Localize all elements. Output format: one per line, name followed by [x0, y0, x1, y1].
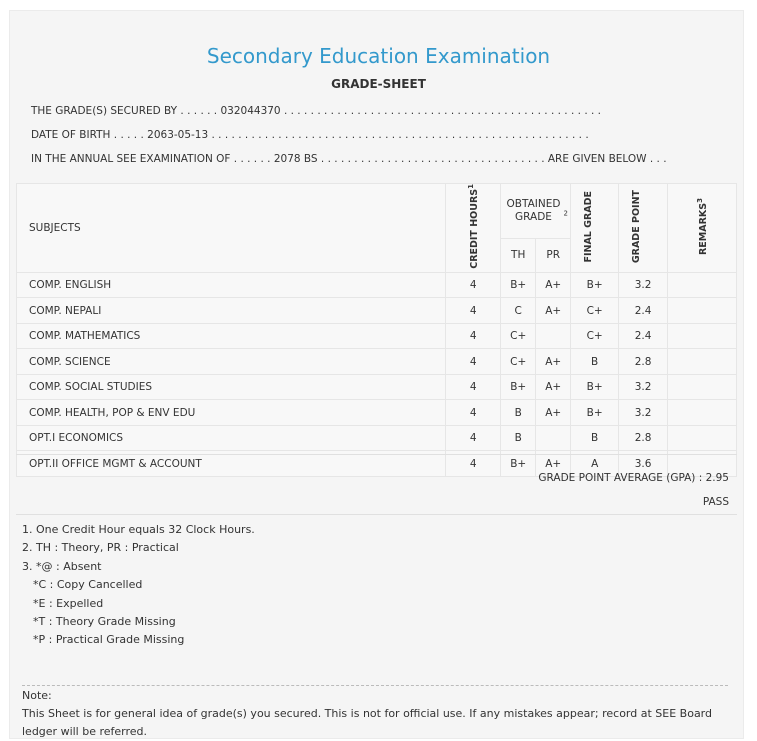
gp-cell: 3.2: [619, 400, 668, 426]
credit-cell: 4: [446, 298, 501, 324]
subject-cell: COMP. HEALTH, POP & ENV EDU: [17, 400, 446, 426]
table-bottom-divider: [16, 454, 737, 455]
subject-cell: COMP. SOCIAL STUDIES: [17, 374, 446, 400]
final-cell: B: [571, 425, 619, 451]
symbol-number-line: THE GRADE(S) SECURED BY . . . . . . 032044370 . . . . . . . . . . . . . . . . . . . . . . . . . . . . . . . . . . . . . . . . . . . . . . . .: [31, 105, 602, 117]
grade-table: [16, 183, 737, 477]
footnote-3-p: *P : Practical Grade Missing: [33, 633, 185, 647]
final-cell: B: [571, 349, 619, 375]
note-label: Note:: [22, 689, 52, 702]
summary-divider: [16, 514, 737, 515]
final-cell: B+: [571, 400, 619, 426]
final-grade-header: FINAL GRADE: [571, 184, 619, 273]
subject-cell: COMP. ENGLISH: [17, 272, 446, 298]
remarks-cell: [668, 374, 737, 400]
subject-cell: COMP. SCIENCE: [17, 349, 446, 375]
footnote-2: 2. TH : Theory, PR : Practical: [22, 541, 179, 555]
page-subtitle: GRADE-SHEET: [331, 77, 426, 91]
table-row: [17, 272, 737, 298]
th-cell: C+: [501, 349, 536, 375]
remarks-header: REMARKS$^3$: [668, 184, 737, 273]
pr-cell: [536, 425, 571, 451]
note-text: This Sheet is for general idea of grade(s) you secured. This is not for official use. If any mistakes appear; record at SEE Board ledger will be referred.: [22, 707, 712, 738]
pr-cell: A+: [536, 298, 571, 324]
gpa-text: GRADE POINT AVERAGE (GPA) : 2.95: [538, 472, 729, 484]
obtained-grade-header: OBTAINED GRADE $^2$: [501, 184, 571, 239]
footnote-1: 1. One Credit Hour equals 32 Clock Hours.: [22, 523, 255, 536]
remarks-cell: [668, 349, 737, 375]
credit-cell: 4: [446, 451, 501, 477]
footnotes: [22, 521, 255, 650]
credit-cell: 4: [446, 374, 501, 400]
th-cell: B+: [501, 451, 536, 477]
final-cell: B+: [571, 374, 619, 400]
page-title: Secondary Education Examination: [206, 44, 551, 68]
credit-cell: 4: [446, 323, 501, 349]
note-section: [22, 687, 728, 741]
gp-cell: 3.6: [619, 451, 668, 477]
credit-cell: 4: [446, 349, 501, 375]
gp-cell: 2.4: [619, 298, 668, 324]
th-header: TH: [501, 238, 536, 272]
subjects-header: SUBJECTS: [17, 184, 446, 273]
pr-header: PR: [536, 238, 571, 272]
subject-cell: COMP. MATHEMATICS: [17, 323, 446, 349]
gp-cell: 3.2: [619, 374, 668, 400]
pr-cell: A+: [536, 349, 571, 375]
th-cell: B: [501, 400, 536, 426]
subject-cell: OPT.I ECONOMICS: [17, 425, 446, 451]
th-cell: C+: [501, 323, 536, 349]
credit-cell: 4: [446, 400, 501, 426]
pr-cell: A+: [536, 374, 571, 400]
th-cell: C: [501, 298, 536, 324]
final-cell: C+: [571, 298, 619, 324]
th-cell: B: [501, 425, 536, 451]
remarks-cell: [668, 298, 737, 324]
pr-cell: A+: [536, 400, 571, 426]
subject-cell: COMP. NEPALI: [17, 298, 446, 324]
footnote-3-c: *C : Copy Cancelled: [33, 578, 143, 592]
remarks-cell: [668, 323, 737, 349]
grade-point-header: GRADE POINT: [619, 184, 668, 273]
table-row: [17, 400, 737, 426]
table-row: [17, 349, 737, 375]
remarks-cell: [668, 400, 737, 426]
gp-cell: 2.4: [619, 323, 668, 349]
dob-line: DATE OF BIRTH . . . . . 2063-05-13 . . . . . . . . . . . . . . . . . . . . . . . . . . . . . . . . . . . . . . . . . . . . . . . . . . . . . . . . .: [31, 129, 589, 141]
note-divider: [22, 685, 728, 686]
credit-hours-header: CREDIT HOURS$^1$: [446, 184, 501, 273]
th-cell: B+: [501, 272, 536, 298]
footnote-3-t: *T : Theory Grade Missing: [33, 615, 176, 629]
gp-cell: 2.8: [619, 349, 668, 375]
result-text: PASS: [702, 496, 729, 508]
pr-cell: [536, 323, 571, 349]
credit-cell: 4: [446, 425, 501, 451]
remarks-cell: [668, 425, 737, 451]
th-cell: B+: [501, 374, 536, 400]
final-cell: A: [571, 451, 619, 477]
table-row: [17, 323, 737, 349]
credit-cell: 4: [446, 272, 501, 298]
table-row: [17, 374, 737, 400]
gp-cell: 3.2: [619, 272, 668, 298]
table-row: [17, 298, 737, 324]
footnote-3: 3. *@ : Absent: [22, 559, 102, 573]
gp-cell: 2.8: [619, 425, 668, 451]
exam-line: IN THE ANNUAL SEE EXAMINATION OF . . . . . . 2078 BS . . . . . . . . . . . . . . . . . . . . . . . . . . . . . . . . . . ARE GIVEN BELOW . . .: [31, 153, 667, 165]
subject-cell: OPT.II OFFICE MGMT & ACCOUNT: [17, 451, 446, 477]
final-cell: C+: [571, 323, 619, 349]
pr-cell: A+: [536, 451, 571, 477]
final-cell: B+: [571, 272, 619, 298]
pr-cell: A+: [536, 272, 571, 298]
table-row: [17, 425, 737, 451]
footnote-3-e: *E : Expelled: [33, 596, 104, 610]
remarks-cell: [668, 272, 737, 298]
